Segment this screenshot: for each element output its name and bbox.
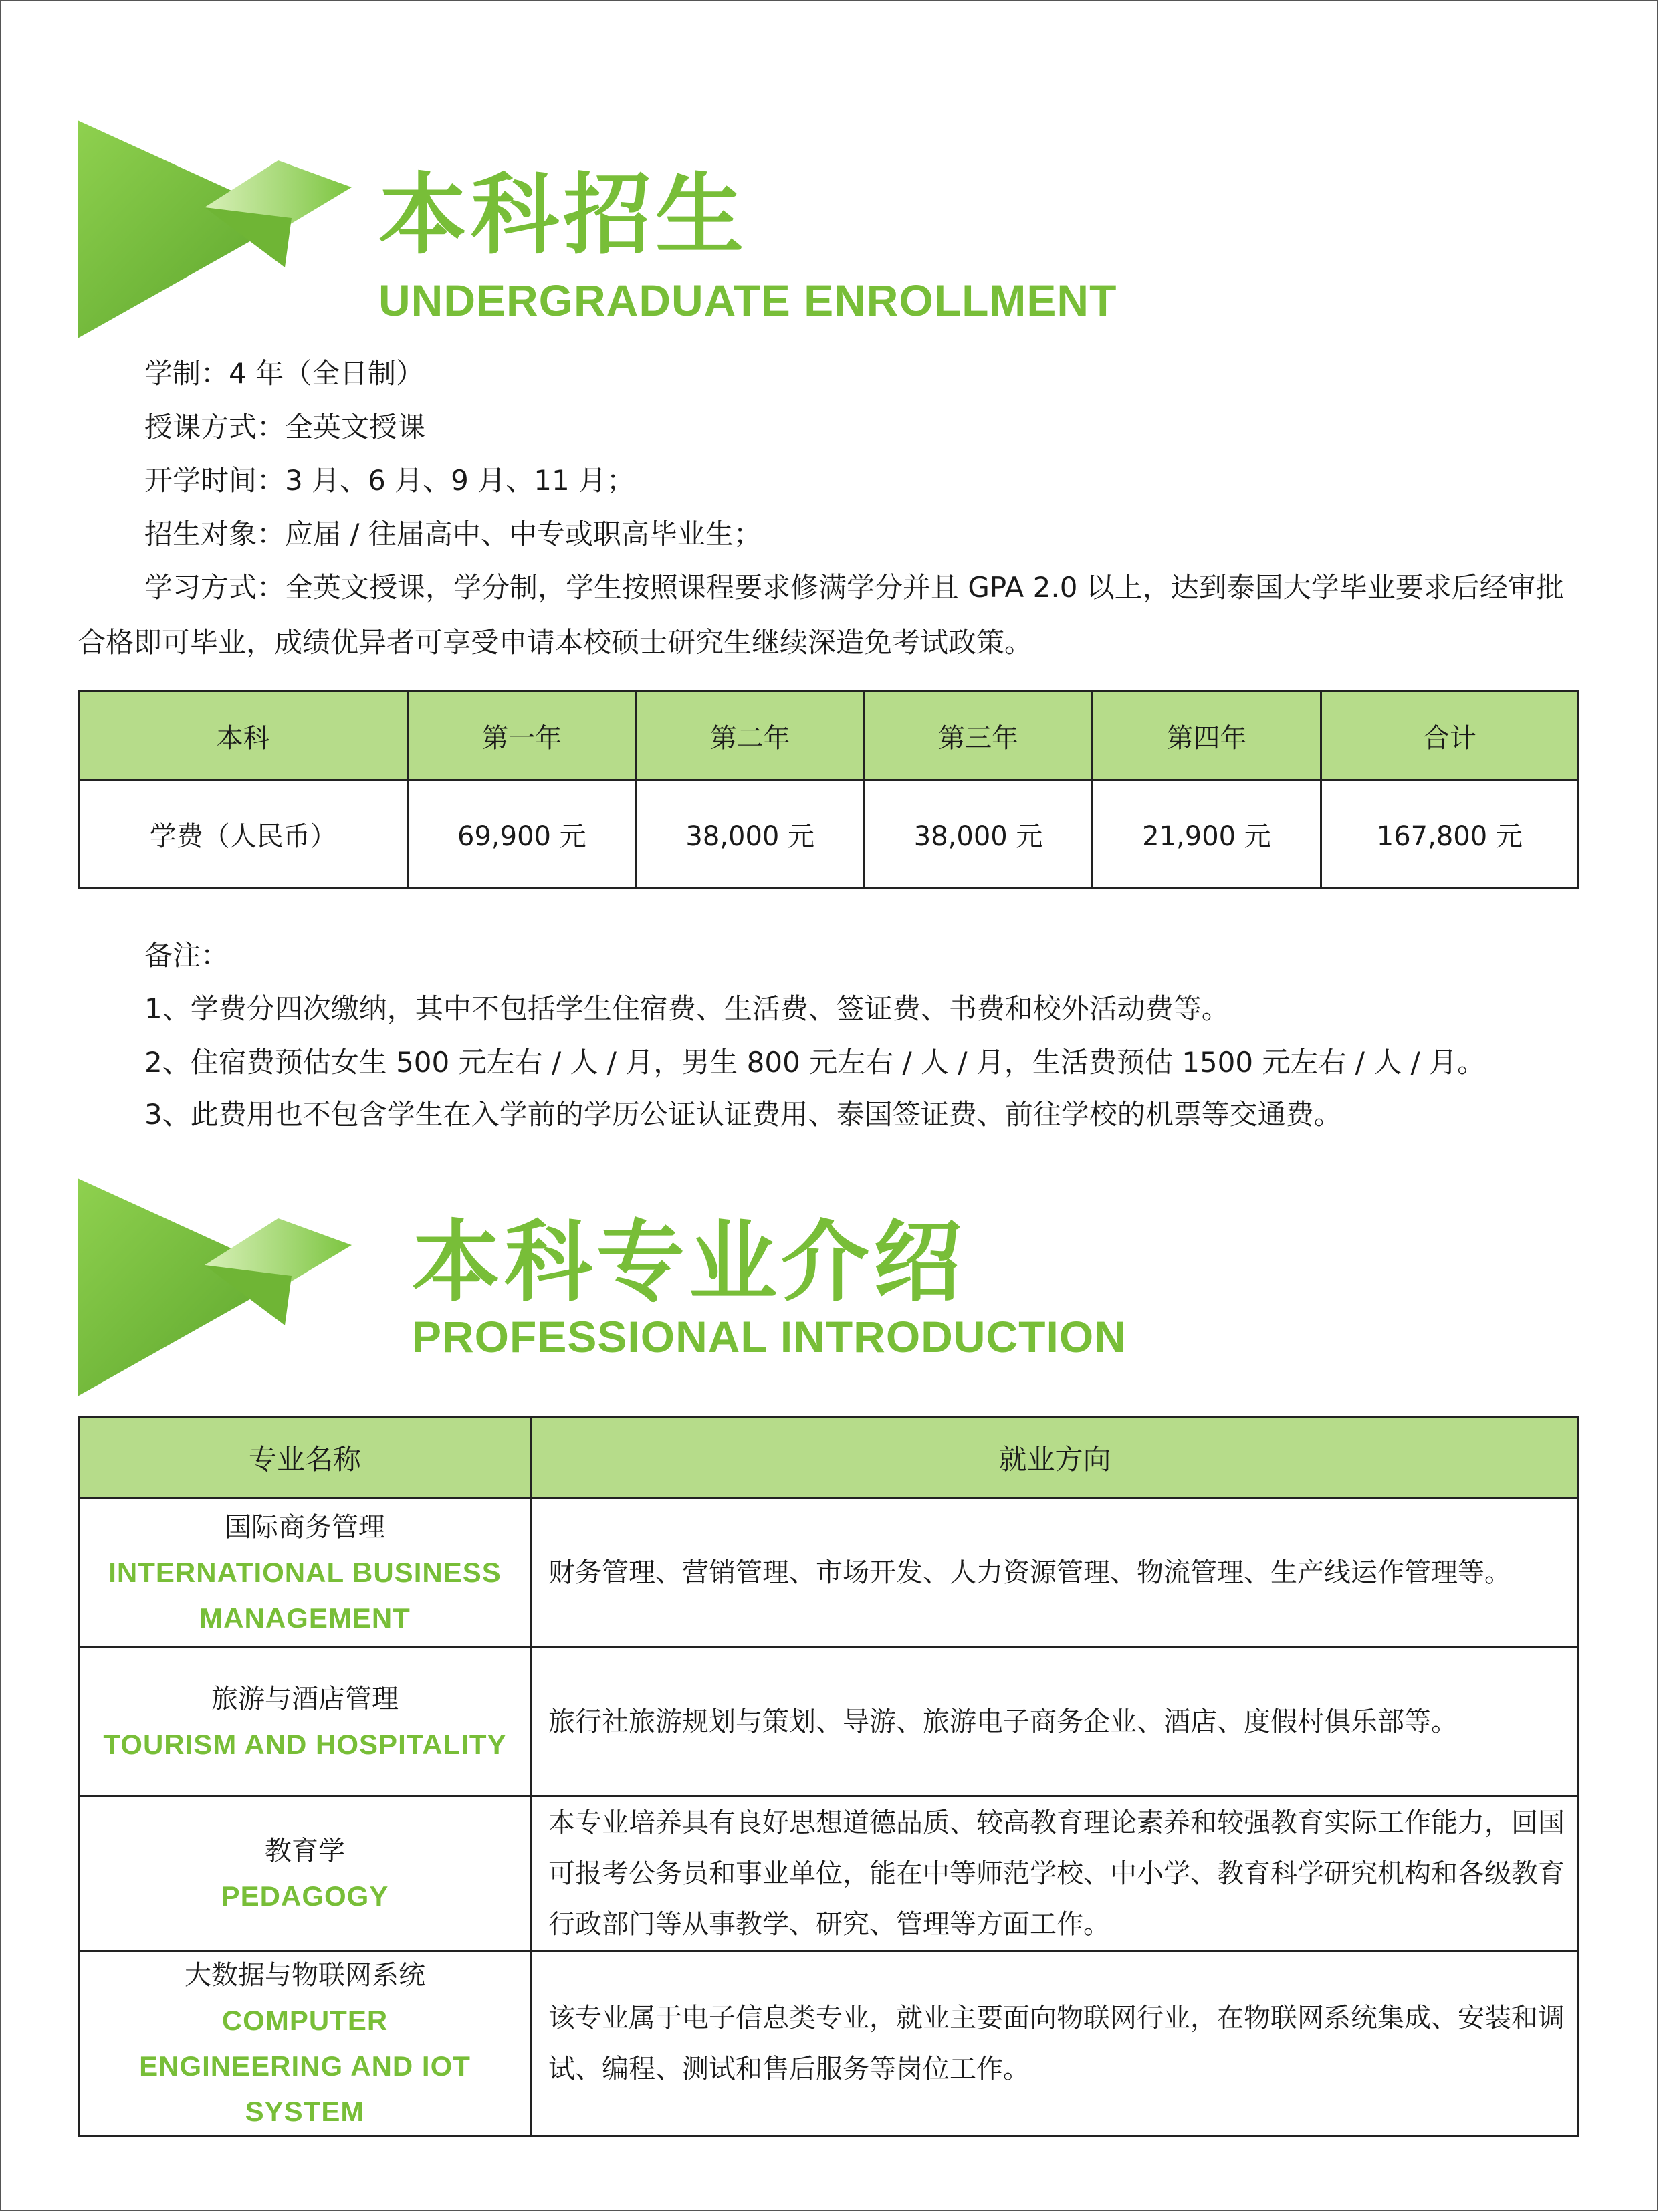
table-header-cell: 第三年 (864, 691, 1092, 780)
major-name-en: COMPUTER ENGINEERING AND IOT SYSTEM (139, 2005, 471, 2127)
info-target: 招生对象：应届 / 往届高中、中专或职高毕业生； (144, 518, 762, 550)
table-row (79, 1499, 1579, 1648)
major-name-en: INTERNATIONAL BUSINESS MANAGEMENT (108, 1557, 502, 1634)
major-name-en: TOURISM AND HOSPITALITY (103, 1729, 507, 1760)
section-title-majors-cn: 本科专业介绍 (412, 1211, 966, 1314)
major-name-cell (79, 1499, 532, 1648)
major-name-cn: 国际商务管理 (225, 1512, 385, 1543)
notes-label: 备注： (144, 939, 229, 972)
table-row (79, 780, 1579, 888)
table-header-cell: 第四年 (1093, 691, 1321, 780)
major-name-cell (79, 1797, 532, 1951)
majors-table-header-row (79, 1418, 1579, 1499)
table-header-cell: 第二年 (636, 691, 864, 780)
major-name-cn: 教育学 (265, 1836, 345, 1866)
section-title-majors-en: PROFESSIONAL INTRODUCTION (412, 1312, 1127, 1361)
major-name-cell (79, 1951, 532, 2136)
major-name-en: PEDAGOGY (221, 1880, 389, 1912)
table-cell: 21,900 元 (1093, 780, 1321, 888)
note-item: 3、此费用也不包含学生在入学前的学历公证认证费用、泰国签证费、前往学校的机票等交通费。 (144, 1098, 1342, 1131)
tuition-table (78, 690, 1579, 889)
major-name-cell (79, 1648, 532, 1797)
info-study-mode: 学习方式：全英文授课，学分制，学生按照课程要求修满学分并且 GPA 2.0 以上，达到泰国大学毕业要求后经审批合格即可毕业，成绩优异者可享受申请本校硕士研究生继续深造免考试政策。 (78, 571, 1564, 659)
table-row (79, 1797, 1579, 1951)
major-name-cn: 大数据与物联网系统 (185, 1960, 425, 1991)
table-header-cell: 专业名称 (79, 1418, 532, 1499)
major-name-cn: 旅游与酒店管理 (211, 1684, 399, 1715)
section-title-enrollment-cn: 本科招生 (378, 164, 748, 267)
table-header-cell: 就业方向 (532, 1418, 1579, 1499)
table-cell: 38,000 元 (864, 780, 1092, 888)
table-cell: 167,800 元 (1321, 780, 1578, 888)
table-header-cell: 第一年 (408, 691, 636, 780)
info-intake: 开学时间：3 月、6 月、9 月、11 月； (144, 464, 635, 497)
table-header-cell: 合计 (1321, 691, 1578, 780)
table-row (79, 1951, 1579, 2136)
tuition-table-header-row (79, 691, 1579, 780)
table-header-cell: 本科 (79, 691, 408, 780)
table-cell: 学费（人民币） (79, 780, 408, 888)
table-row (79, 1648, 1579, 1797)
triangle-logo-icon (78, 1178, 358, 1396)
triangle-logo-icon (78, 120, 358, 338)
note-item: 1、学费分四次缴纳，其中不包括学生住宿费、生活费、签证费、书费和校外活动费等。 (144, 992, 1230, 1025)
career-cell: 旅行社旅游规划与策划、导游、旅游电子商务企业、酒店、度假村俱乐部等。 (532, 1648, 1579, 1797)
majors-table (78, 1416, 1579, 2137)
table-cell: 69,900 元 (408, 780, 636, 888)
info-teaching: 授课方式：全英文授课 (144, 411, 426, 443)
table-cell: 38,000 元 (636, 780, 864, 888)
career-cell: 财务管理、营销管理、市场开发、人力资源管理、物流管理、生产线运作管理等。 (532, 1499, 1579, 1648)
career-cell: 该专业属于电子信息类专业，就业主要面向物联网行业，在物联网系统集成、安装和调试、编程、测试和售后服务等岗位工作。 (532, 1951, 1579, 2136)
info-duration: 学制：4 年（全日制） (144, 357, 425, 390)
note-item: 2、住宿费预估女生 500 元左右 / 人 / 月，男生 800 元左右 / 人 / 月，生活费预估 1500 元左右 / 人 / 月。 (144, 1046, 1486, 1079)
section-title-enrollment-en: UNDERGRADUATE ENROLLMENT (378, 275, 1117, 325)
career-cell: 本专业培养具有良好思想道德品质、较高教育理论素养和较强教育实际工作能力，回国可报考公务员和事业单位，能在中等师范学校、中小学、教育科学研究机构和各级教育行政部门等从事教学、研究、管理等方面工作。 (532, 1797, 1579, 1951)
